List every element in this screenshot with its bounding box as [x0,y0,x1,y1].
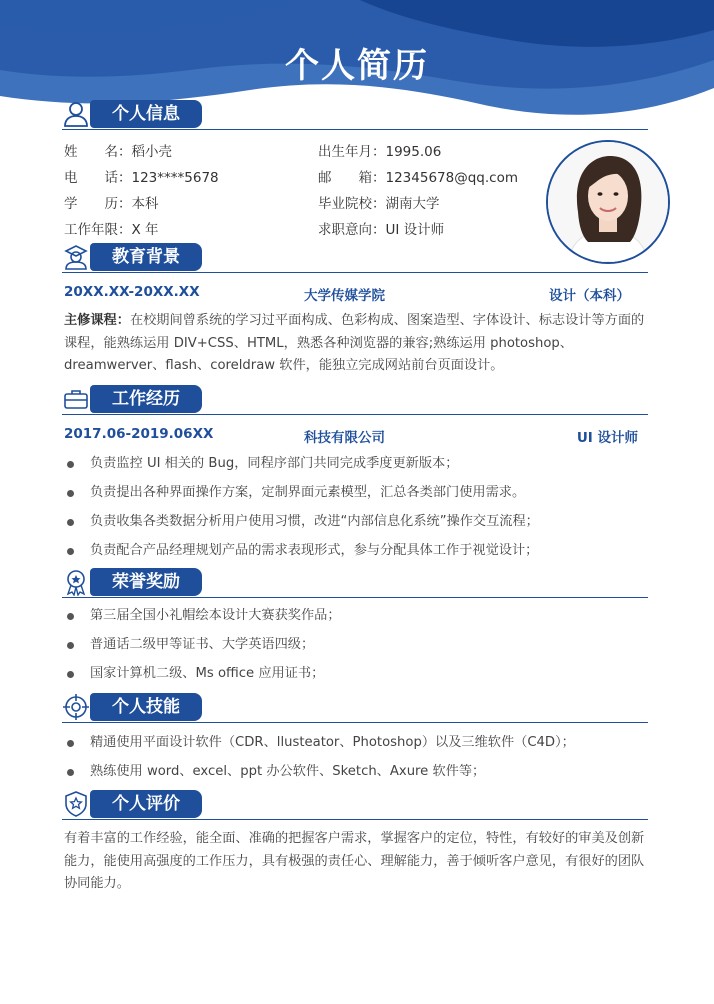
section-personal-header [62,100,648,130]
section-divider [62,272,648,273]
info-birth: 出生年月：1995.06 [318,144,442,160]
section-divider [62,414,648,415]
list-item: 普通话二级甲等证书、大学英语四级； [64,635,648,664]
medal-icon [62,568,90,596]
section-divider [62,722,648,723]
info-email: 邮 箱：12345678@qq.com [318,170,518,186]
info-intent: 求职意向：UI 设计师 [318,222,445,238]
list-item: 负责配合产品经理规划产品的需求表现形式，参与分配具体工作于视觉设计； [64,541,648,570]
education-major: 设计（本科） [549,288,630,304]
skills-list [64,733,648,791]
list-item: 第三届全国小礼帽绘本设计大赛获奖作品； [64,606,648,635]
person-icon [62,100,90,128]
course-text: 在校期间曾系统的学习过平面构成、色彩构成、图案造型、字体设计、标志设计等方面的课程，能熟练运用 DIV+CSS、HTML，熟悉各种浏览器的兼容;熟练运用 photoshop、dreamwerver、flash、coreldraw 软件，能独立完成网站前台页面设计。 [64,313,645,373]
list-item: 负责提出各种界面操作方案，定制界面元素模型，汇总各类部门使用需求。 [64,483,648,512]
section-title: 个人技能 [90,693,202,721]
list-item: 熟练使用 word、excel、ppt 办公软件、Sketch、Axure 软件等； [64,762,648,791]
section-title: 个人评价 [90,790,202,818]
info-education: 学 历：本科 [64,196,159,212]
education-period: 20XX.XX-20XX.XX [64,284,200,300]
section-title: 荣誉奖励 [90,568,202,596]
section-divider [62,597,648,598]
list-item: 负责收集各类数据分析用户使用习惯，改进“内部信息化系统”操作交互流程； [64,512,648,541]
target-icon [62,693,90,721]
info-work-years: 工作年限：X 年 [64,222,159,238]
list-item: 精通使用平面设计软件（CDR、llusteator、Photoshop）以及三维软件（C4D）； [64,733,648,762]
info-phone: 电 话：123****5678 [64,170,219,186]
section-title: 教育背景 [90,243,202,271]
work-role: UI 设计师 [576,430,638,446]
work-duties-list [64,454,648,570]
work-period: 2017.06-2019.06XX [64,426,214,442]
education-school: 大学传媒学院 [304,288,385,304]
graduate-icon [62,243,90,271]
course-label: 主修课程： [64,313,130,328]
section-divider [62,129,648,130]
page-title: 个人简历 [285,46,429,86]
section-evaluation-header [62,790,648,820]
education-courses [64,310,648,378]
awards-list [64,606,648,693]
list-item: 负责监控 UI 相关的 Bug，同程序部门共同完成季度更新版本； [64,454,648,483]
info-school: 毕业院校：湖南大学 [318,196,440,212]
section-education-header [62,243,648,273]
list-item: 国家计算机二级、Ms office 应用证书； [64,664,648,693]
section-divider [62,819,648,820]
work-company: 科技有限公司 [304,430,385,446]
briefcase-icon [62,385,90,413]
section-title: 个人信息 [90,100,202,128]
section-skills-header [62,693,648,723]
info-name: 姓 名：稻小壳 [64,144,172,160]
shield-star-icon [62,790,90,818]
section-work-header [62,385,648,415]
section-title: 工作经历 [90,385,202,413]
evaluation-text: 有着丰富的工作经验，能全面、准确的把握客户需求，掌握客户的定位，特性，有较好的审美及创新能力，能使用高强度的工作压力，具有极强的责任心、理解能力，善于倾听客户意见，有很好的团队协同能力。 [64,831,645,891]
section-awards-header [62,568,648,598]
